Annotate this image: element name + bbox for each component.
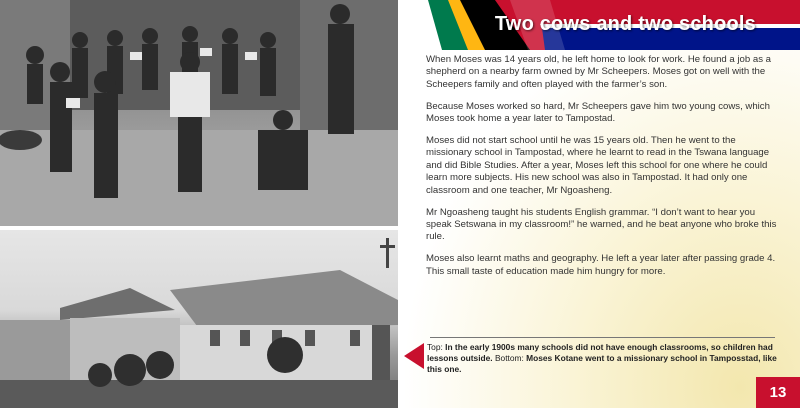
caption-bottom-text: Moses Kotane went to a missionary school in Tamposstad, like this one. <box>427 352 777 374</box>
photo-outdoor-class <box>0 0 398 226</box>
paragraph: Moses also learnt maths and geography. He left a year later after passing grade 4. This small taste of education made him hungry for more. <box>426 253 776 277</box>
caption-top-label: Top: <box>427 342 446 352</box>
paragraph: Mr Ngoasheng taught his students English grammar. “I don’t want to hear you speak Setswana in my classroom!” he warned, and he beat anyone who broke this rule. <box>426 206 777 243</box>
paragraph: Moses did not start school until he was 15 years old. Then he went to the missionary school in Tampostad, where he learnt to read in the Tswana language and did Bible Studies. After a year, Moses left this school for one where he could learn more subjects. His new school was also in Tampostad. It had only one classroom and one teacher, Mr Ngoasheng. <box>426 135 770 196</box>
paragraph: When Moses was 14 years old, he left home to look for work. He found a job as a shepherd on a nearby farm owned by Mr Scheepers. Moses got on well with the Scheepers family and often played with the farmer’s son. <box>426 54 772 90</box>
story-body <box>426 54 781 288</box>
page-title: Two cows and two schools <box>494 13 756 35</box>
page-number: 13 <box>756 377 800 408</box>
photo-missionary-school <box>0 230 398 408</box>
photo-outdoor-class-illustration <box>0 0 398 226</box>
photo-missionary-school-illustration <box>0 230 398 408</box>
caption-bottom-label: Bottom: <box>492 352 527 363</box>
caption-arrow-icon <box>404 343 424 369</box>
flag-banner <box>400 0 800 50</box>
caption-divider <box>430 337 775 338</box>
photo-caption <box>427 342 785 374</box>
caption-top-text: In the early 1900s many schools did not have enough classrooms, so children had lessons outside. <box>427 342 773 363</box>
paragraph: Because Moses worked so hard, Mr Scheepers gave him two young cows, which Moses took home a year later to Tampostad. <box>426 100 770 125</box>
